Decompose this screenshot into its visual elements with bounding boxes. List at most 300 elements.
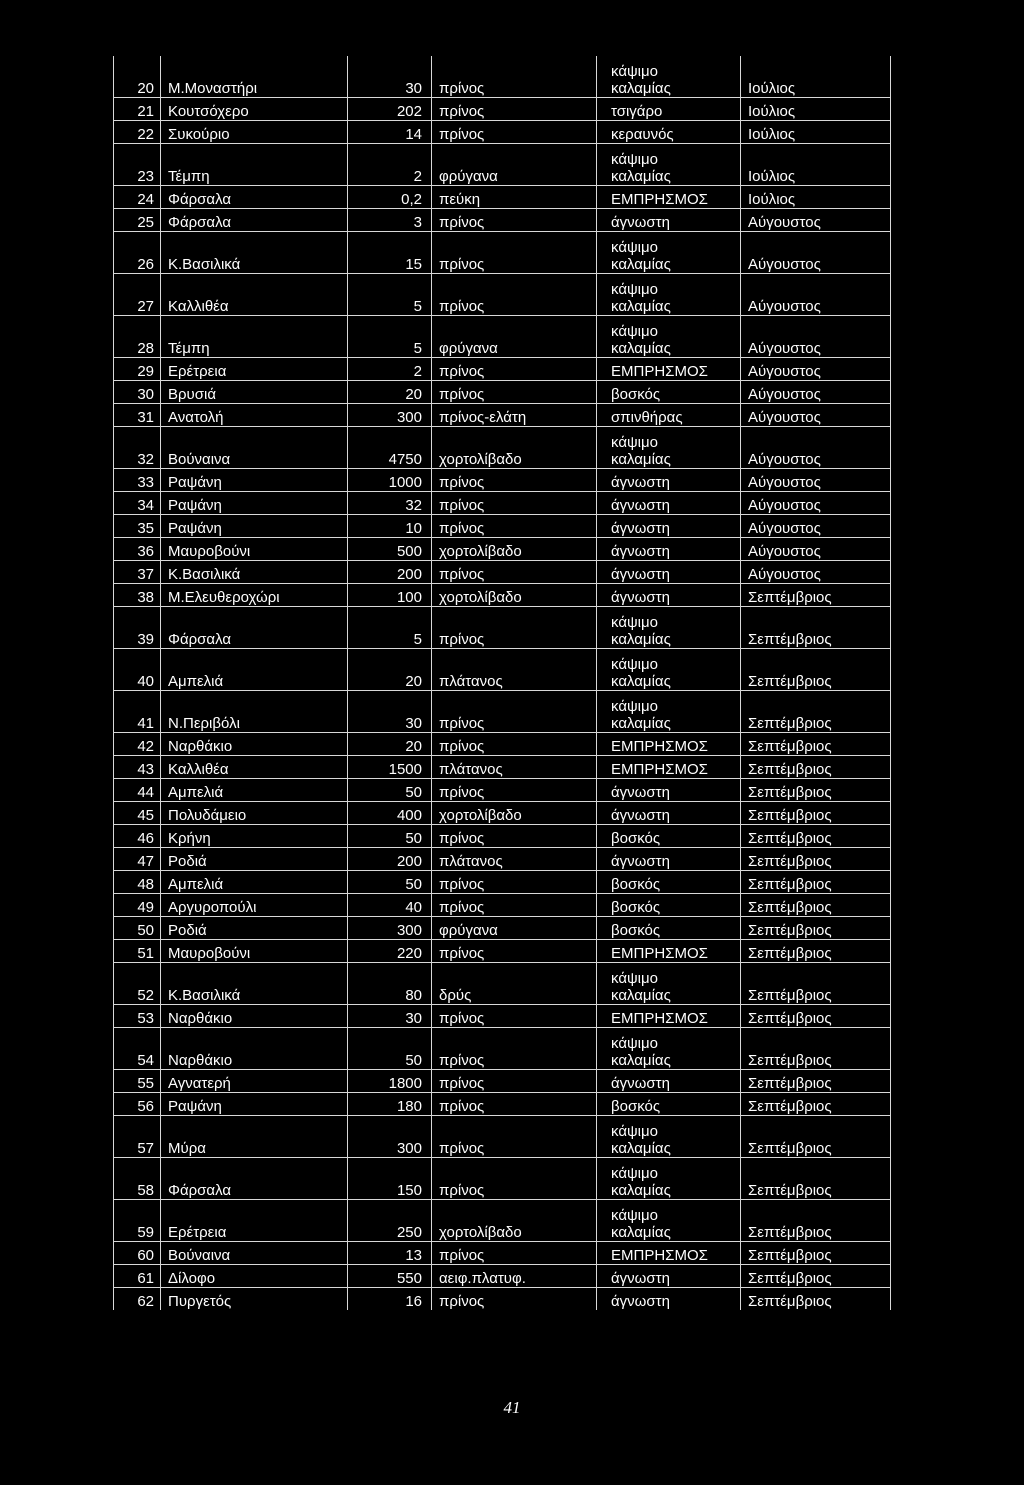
cell-vegetation: χορτολίβαδο — [432, 538, 597, 561]
cause-line: καλαμίας — [611, 715, 671, 732]
cause-line: κάψιμο — [611, 1123, 658, 1140]
cause-line: βοσκός — [611, 830, 661, 847]
cause-line: κάψιμο — [611, 281, 658, 298]
cell-cause — [597, 1116, 741, 1158]
cause-line: καλαμίας — [611, 1052, 671, 1069]
cell-vegetation: πλάτανος — [432, 756, 597, 779]
cell-vegetation: πρίνος — [432, 358, 597, 381]
cell-cause — [597, 538, 741, 561]
cell-cause — [597, 469, 741, 492]
table-row — [114, 1200, 891, 1242]
cell-cause — [597, 98, 741, 121]
cell-cause — [597, 649, 741, 691]
cause-line: άγνωστη — [611, 214, 670, 231]
table-row — [114, 733, 891, 756]
cell-vegetation: πλάτανος — [432, 649, 597, 691]
table-row — [114, 940, 891, 963]
cell-area: 13 — [348, 1242, 432, 1265]
cell-month: Αύγουστος — [741, 538, 891, 561]
cell-number: 61 — [114, 1265, 161, 1288]
cell-month: Σεπτέμβριος — [741, 1116, 891, 1158]
table-row — [114, 98, 891, 121]
cell-cause — [597, 1200, 741, 1242]
cell-number: 34 — [114, 492, 161, 515]
table-row — [114, 963, 891, 1005]
table-row — [114, 1158, 891, 1200]
table-row — [114, 1265, 891, 1288]
cell-month: Αύγουστος — [741, 515, 891, 538]
cell-number: 40 — [114, 649, 161, 691]
cell-area: 20 — [348, 733, 432, 756]
cell-area: 400 — [348, 802, 432, 825]
cell-area: 20 — [348, 649, 432, 691]
cell-area: 10 — [348, 515, 432, 538]
cell-number: 37 — [114, 561, 161, 584]
cell-vegetation: χορτολίβαδο — [432, 802, 597, 825]
cause-line: καλαμίας — [611, 168, 671, 185]
cell-area: 32 — [348, 492, 432, 515]
cell-number: 24 — [114, 186, 161, 209]
table-row — [114, 144, 891, 186]
cell-month: Σεπτέμβριος — [741, 691, 891, 733]
cell-cause — [597, 848, 741, 871]
cell-vegetation: πρίνος — [432, 1116, 597, 1158]
cell-location: Μαυροβούνι — [161, 538, 348, 561]
cell-month: Ιούλιος — [741, 56, 891, 98]
cell-vegetation: πρίνος — [432, 691, 597, 733]
cause-line: κάψιμο — [611, 1035, 658, 1052]
table-row — [114, 871, 891, 894]
cell-number: 52 — [114, 963, 161, 1005]
cell-month: Αύγουστος — [741, 561, 891, 584]
table-row — [114, 1288, 891, 1311]
cause-line: καλαμίας — [611, 631, 671, 648]
cell-cause — [597, 209, 741, 232]
cell-vegetation: πρίνος — [432, 98, 597, 121]
cell-month: Ιούλιος — [741, 121, 891, 144]
cell-cause — [597, 316, 741, 358]
cause-line: καλαμίας — [611, 1140, 671, 1157]
cell-location: Φάρσαλα — [161, 607, 348, 649]
cell-location: Ραψάνη — [161, 469, 348, 492]
cause-line: καλαμίας — [611, 1182, 671, 1199]
table-row — [114, 427, 891, 469]
cell-number: 28 — [114, 316, 161, 358]
table-row — [114, 1242, 891, 1265]
cell-cause — [597, 779, 741, 802]
cause-line: κάψιμο — [611, 63, 658, 80]
cell-month: Σεπτέμβριος — [741, 1288, 891, 1311]
cell-area: 50 — [348, 779, 432, 802]
cell-month: Αύγουστος — [741, 316, 891, 358]
cell-cause — [597, 917, 741, 940]
cause-line: καλαμίας — [611, 340, 671, 357]
cause-line: βοσκός — [611, 922, 661, 939]
cell-vegetation: πρίνος — [432, 1070, 597, 1093]
cell-number: 23 — [114, 144, 161, 186]
cause-line: άγνωστη — [611, 853, 670, 870]
cell-location: Αγνατερή — [161, 1070, 348, 1093]
table-row — [114, 802, 891, 825]
cell-vegetation: πρίνος — [432, 1005, 597, 1028]
cause-line: κάψιμο — [611, 323, 658, 340]
cell-area: 1500 — [348, 756, 432, 779]
cell-number: 35 — [114, 515, 161, 538]
cell-area: 500 — [348, 538, 432, 561]
cell-cause — [597, 733, 741, 756]
cause-line: άγνωστη — [611, 1075, 670, 1092]
cell-number: 45 — [114, 802, 161, 825]
cell-vegetation: φρύγανα — [432, 316, 597, 358]
cause-line: κάψιμο — [611, 239, 658, 256]
cause-line: βοσκός — [611, 899, 661, 916]
cell-cause — [597, 232, 741, 274]
cell-cause — [597, 756, 741, 779]
cell-vegetation: πρίνος — [432, 561, 597, 584]
cell-location: Ραψάνη — [161, 1093, 348, 1116]
cell-month: Σεπτέμβριος — [741, 584, 891, 607]
cell-location: Βρυσιά — [161, 381, 348, 404]
cell-area: 202 — [348, 98, 432, 121]
cell-month: Σεπτέμβριος — [741, 1093, 891, 1116]
cell-number: 31 — [114, 404, 161, 427]
cell-number: 27 — [114, 274, 161, 316]
cell-area: 5 — [348, 316, 432, 358]
cell-cause — [597, 1242, 741, 1265]
cell-area: 150 — [348, 1158, 432, 1200]
cell-area: 300 — [348, 1116, 432, 1158]
cause-line: καλαμίας — [611, 1224, 671, 1241]
table-row — [114, 232, 891, 274]
cell-number: 42 — [114, 733, 161, 756]
cell-number: 49 — [114, 894, 161, 917]
cause-line: άγνωστη — [611, 520, 670, 537]
cell-vegetation: πρίνος — [432, 209, 597, 232]
cell-location: Ραψάνη — [161, 492, 348, 515]
cell-vegetation: φρύγανα — [432, 144, 597, 186]
table-row — [114, 649, 891, 691]
cell-number: 33 — [114, 469, 161, 492]
table-row — [114, 756, 891, 779]
cell-cause — [597, 871, 741, 894]
cell-location: Ερέτρεια — [161, 358, 348, 381]
cell-number: 60 — [114, 1242, 161, 1265]
cell-month: Σεπτέμβριος — [741, 733, 891, 756]
cell-number: 47 — [114, 848, 161, 871]
table-row — [114, 691, 891, 733]
cell-area: 30 — [348, 1005, 432, 1028]
cell-number: 56 — [114, 1093, 161, 1116]
cell-number: 41 — [114, 691, 161, 733]
cause-line: ΕΜΠΡΗΣΜΟΣ — [611, 191, 708, 208]
cell-vegetation: πρίνος — [432, 121, 597, 144]
cell-area: 1800 — [348, 1070, 432, 1093]
cell-month: Σεπτέμβριος — [741, 1242, 891, 1265]
cell-month: Αύγουστος — [741, 232, 891, 274]
cell-cause — [597, 121, 741, 144]
cell-location: Μ.Μοναστήρι — [161, 56, 348, 98]
table-row — [114, 1005, 891, 1028]
table-row — [114, 894, 891, 917]
cell-number: 48 — [114, 871, 161, 894]
cell-number: 36 — [114, 538, 161, 561]
cell-location: Ναρθάκιο — [161, 1028, 348, 1070]
cause-line: άγνωστη — [611, 497, 670, 514]
cause-line: ΕΜΠΡΗΣΜΟΣ — [611, 738, 708, 755]
cell-cause — [597, 492, 741, 515]
cause-line: ΕΜΠΡΗΣΜΟΣ — [611, 363, 708, 380]
table-row — [114, 825, 891, 848]
cell-month: Ιούλιος — [741, 98, 891, 121]
page-number: 41 — [503, 1398, 521, 1417]
table-row — [114, 492, 891, 515]
cell-location: Βούναινα — [161, 1242, 348, 1265]
cell-location: Κ.Βασιλικά — [161, 232, 348, 274]
cell-location: Τέμπη — [161, 144, 348, 186]
table-row — [114, 381, 891, 404]
cell-area: 50 — [348, 1028, 432, 1070]
cell-location: Μαυροβούνι — [161, 940, 348, 963]
table-row — [114, 917, 891, 940]
cell-month: Αύγουστος — [741, 404, 891, 427]
cell-area: 200 — [348, 848, 432, 871]
cell-month: Σεπτέμβριος — [741, 756, 891, 779]
cell-area: 3 — [348, 209, 432, 232]
cell-number: 43 — [114, 756, 161, 779]
cell-area: 40 — [348, 894, 432, 917]
cell-area: 180 — [348, 1093, 432, 1116]
cell-number: 20 — [114, 56, 161, 98]
cause-line: καλαμίας — [611, 451, 671, 468]
cell-month: Αύγουστος — [741, 492, 891, 515]
cell-location: Ναρθάκιο — [161, 733, 348, 756]
cell-vegetation: πρίνος — [432, 56, 597, 98]
cell-month: Αύγουστος — [741, 209, 891, 232]
cause-line: άγνωστη — [611, 543, 670, 560]
cell-area: 100 — [348, 584, 432, 607]
cell-location: Κ.Βασιλικά — [161, 963, 348, 1005]
table-row — [114, 607, 891, 649]
cell-area: 80 — [348, 963, 432, 1005]
cause-line: καλαμίας — [611, 256, 671, 273]
cause-line: άγνωστη — [611, 1270, 670, 1287]
cell-month: Σεπτέμβριος — [741, 802, 891, 825]
cell-area: 550 — [348, 1265, 432, 1288]
cell-cause — [597, 561, 741, 584]
cell-cause — [597, 427, 741, 469]
cell-number: 39 — [114, 607, 161, 649]
table-row — [114, 848, 891, 871]
cell-vegetation: πρίνος — [432, 871, 597, 894]
table-row — [114, 186, 891, 209]
cell-vegetation: πρίνος — [432, 469, 597, 492]
cell-location: Αργυροπούλι — [161, 894, 348, 917]
cell-vegetation: πρίνος-ελάτη — [432, 404, 597, 427]
cell-month: Σεπτέμβριος — [741, 940, 891, 963]
cell-month: Σεπτέμβριος — [741, 1158, 891, 1200]
cause-line: κάψιμο — [611, 151, 658, 168]
table-row — [114, 1093, 891, 1116]
cell-area: 30 — [348, 56, 432, 98]
cell-cause — [597, 1288, 741, 1311]
table-row — [114, 404, 891, 427]
cell-month: Σεπτέμβριος — [741, 963, 891, 1005]
cell-number: 46 — [114, 825, 161, 848]
cell-month: Σεπτέμβριος — [741, 1070, 891, 1093]
cell-location: Αμπελιά — [161, 871, 348, 894]
cell-month: Αύγουστος — [741, 358, 891, 381]
cell-area: 300 — [348, 404, 432, 427]
table-row — [114, 56, 891, 98]
cell-number: 50 — [114, 917, 161, 940]
cell-month: Σεπτέμβριος — [741, 779, 891, 802]
cell-number: 21 — [114, 98, 161, 121]
cell-vegetation: πρίνος — [432, 733, 597, 756]
cell-location: Κ.Βασιλικά — [161, 561, 348, 584]
cell-cause — [597, 940, 741, 963]
cell-area: 2 — [348, 144, 432, 186]
cell-number: 25 — [114, 209, 161, 232]
cause-line: άγνωστη — [611, 1293, 670, 1310]
cell-number: 44 — [114, 779, 161, 802]
cell-vegetation: δρύς — [432, 963, 597, 1005]
cell-vegetation: πρίνος — [432, 274, 597, 316]
cell-location: Ανατολή — [161, 404, 348, 427]
cell-area: 4750 — [348, 427, 432, 469]
cell-area: 200 — [348, 561, 432, 584]
table-row — [114, 1116, 891, 1158]
cell-month: Σεπτέμβριος — [741, 848, 891, 871]
cell-location: Αμπελιά — [161, 779, 348, 802]
cause-line: κάψιμο — [611, 614, 658, 631]
cell-cause — [597, 963, 741, 1005]
cause-line: ΕΜΠΡΗΣΜΟΣ — [611, 1010, 708, 1027]
cell-area: 2 — [348, 358, 432, 381]
cell-cause — [597, 274, 741, 316]
cell-location: Ραψάνη — [161, 515, 348, 538]
cell-area: 220 — [348, 940, 432, 963]
cell-cause — [597, 56, 741, 98]
cell-vegetation: χορτολίβαδο — [432, 427, 597, 469]
cause-line: κάψιμο — [611, 434, 658, 451]
cell-cause — [597, 404, 741, 427]
cause-line: άγνωστη — [611, 474, 670, 491]
cell-number: 62 — [114, 1288, 161, 1311]
cell-location: Φάρσαλα — [161, 209, 348, 232]
table-row — [114, 316, 891, 358]
cell-month: Σεπτέμβριος — [741, 1005, 891, 1028]
cause-line: κάψιμο — [611, 970, 658, 987]
cause-line: άγνωστη — [611, 807, 670, 824]
cause-line: άγνωστη — [611, 784, 670, 801]
cause-line: κεραυνός — [611, 126, 674, 143]
table-row — [114, 209, 891, 232]
cell-location: Ν.Περιβόλι — [161, 691, 348, 733]
cell-cause — [597, 1265, 741, 1288]
cell-number: 58 — [114, 1158, 161, 1200]
cell-vegetation: αειφ.πλατυφ. — [432, 1265, 597, 1288]
cell-month: Αύγουστος — [741, 381, 891, 404]
cell-location: Αμπελιά — [161, 649, 348, 691]
cell-cause — [597, 1158, 741, 1200]
cell-location: Πολυδάμειο — [161, 802, 348, 825]
cell-vegetation: πρίνος — [432, 1158, 597, 1200]
cell-area: 14 — [348, 121, 432, 144]
cell-location: Τέμπη — [161, 316, 348, 358]
cell-cause — [597, 584, 741, 607]
cell-location: Κουτσόχερο — [161, 98, 348, 121]
cause-line: κάψιμο — [611, 656, 658, 673]
cell-vegetation: πρίνος — [432, 232, 597, 274]
cell-month: Σεπτέμβριος — [741, 894, 891, 917]
cell-location: Βούναινα — [161, 427, 348, 469]
fire-incidents-table — [113, 56, 891, 1310]
cell-cause — [597, 186, 741, 209]
cell-cause — [597, 144, 741, 186]
cause-line: σπινθήρας — [611, 409, 683, 426]
cell-number: 32 — [114, 427, 161, 469]
cell-area: 15 — [348, 232, 432, 274]
cell-location: Συκούριο — [161, 121, 348, 144]
cell-area: 16 — [348, 1288, 432, 1311]
cause-line: καλαμίας — [611, 987, 671, 1004]
cell-location: Πυργετός — [161, 1288, 348, 1311]
cell-location: Δίλοφο — [161, 1265, 348, 1288]
cell-month: Ιούλιος — [741, 186, 891, 209]
cell-month: Σεπτέμβριος — [741, 1265, 891, 1288]
cell-vegetation: πλάτανος — [432, 848, 597, 871]
cell-number: 54 — [114, 1028, 161, 1070]
cell-number: 22 — [114, 121, 161, 144]
cause-line: καλαμίας — [611, 673, 671, 690]
cell-number: 53 — [114, 1005, 161, 1028]
cell-number: 57 — [114, 1116, 161, 1158]
cell-vegetation: πρίνος — [432, 1093, 597, 1116]
cell-vegetation: πρίνος — [432, 1288, 597, 1311]
cell-month: Αύγουστος — [741, 469, 891, 492]
cell-vegetation: χορτολίβαδο — [432, 1200, 597, 1242]
cell-location: Ναρθάκιο — [161, 1005, 348, 1028]
cell-number: 59 — [114, 1200, 161, 1242]
cell-area: 50 — [348, 871, 432, 894]
cell-number: 26 — [114, 232, 161, 274]
table-row — [114, 1028, 891, 1070]
cause-line: καλαμίας — [611, 298, 671, 315]
cell-vegetation: πρίνος — [432, 381, 597, 404]
cell-number: 30 — [114, 381, 161, 404]
cell-vegetation: πρίνος — [432, 515, 597, 538]
cause-line: κάψιμο — [611, 698, 658, 715]
cause-line: τσιγάρο — [611, 103, 663, 120]
cell-location: Καλλιθέα — [161, 756, 348, 779]
cell-location: Μ.Ελευθεροχώρι — [161, 584, 348, 607]
cell-month: Σεπτέμβριος — [741, 1028, 891, 1070]
cell-cause — [597, 1028, 741, 1070]
cell-vegetation: πεύκη — [432, 186, 597, 209]
table-row — [114, 1070, 891, 1093]
cell-cause — [597, 825, 741, 848]
cell-cause — [597, 1005, 741, 1028]
cell-month: Σεπτέμβριος — [741, 607, 891, 649]
cell-cause — [597, 691, 741, 733]
cause-line: κάψιμο — [611, 1165, 658, 1182]
cell-vegetation: χορτολίβαδο — [432, 584, 597, 607]
cause-line: άγνωστη — [611, 589, 670, 606]
cell-area: 5 — [348, 607, 432, 649]
cell-vegetation: φρύγανα — [432, 917, 597, 940]
cell-location: Φάρσαλα — [161, 1158, 348, 1200]
cell-vegetation: πρίνος — [432, 940, 597, 963]
